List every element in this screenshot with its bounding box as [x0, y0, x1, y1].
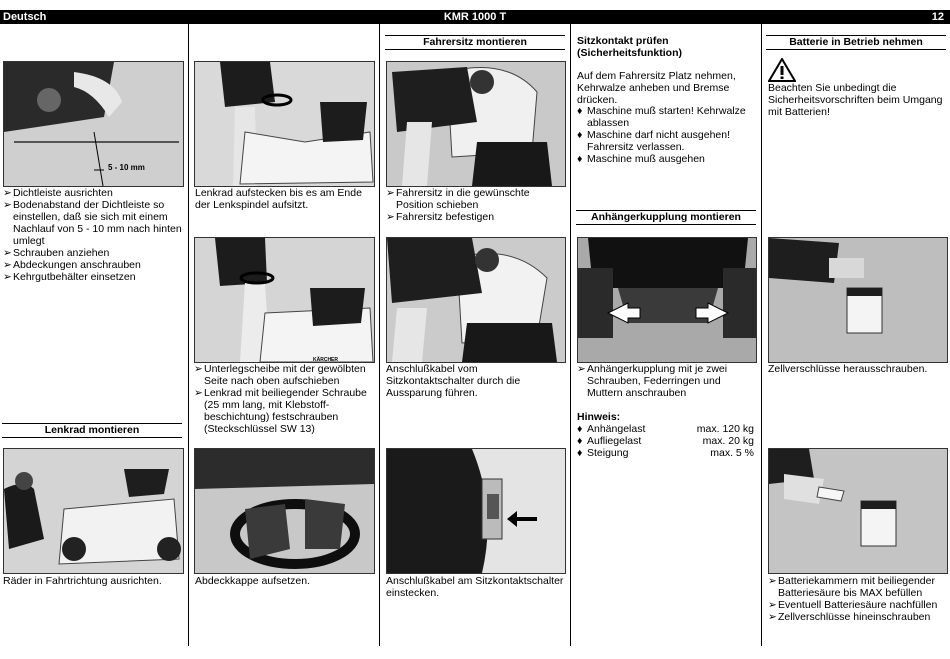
list-item: ➢ Anhängerkupplung mit je zwei Schrauben, Federringen und Muttern anschrauben: [577, 363, 728, 399]
wheel-alignment-photo: [3, 448, 184, 574]
cell-caps-caption: Zellverschlüsse herausschrauben.: [768, 363, 928, 375]
section-title-seat: Fahrersitz montieren: [385, 35, 565, 50]
list-item: ➢ Fahrersitz befestigen: [386, 211, 495, 223]
battery-warning: Beachten Sie unbedingt die Sicherheitsvorschriften beim Umgang mit Batterien!: [768, 82, 943, 118]
list-item: ♦ Maschine muß ausgehen: [577, 153, 705, 165]
seal-instructions: [3, 187, 183, 283]
list-item: ➢ Bodenabstand der Dichtleiste so einstellen, daß sie sich mit einem Nachlauf von 5 - 10 mm nach hinten umlegt: [3, 199, 182, 247]
trailer-hitch-photo: [577, 237, 757, 363]
battery-fill-photo: [768, 448, 948, 574]
list-item: ♦ Maschine muß starten! Kehrwalze ablassen: [577, 105, 746, 129]
spec-row: ♦ Steigung max. 5 %: [577, 447, 754, 459]
spec-row: ♦ Aufliegelast max. 20 kg: [577, 435, 754, 447]
list-item: ➢ Unterlegscheibe mit der gewölbten Seite nach oben aufschieben: [194, 363, 366, 387]
seat-position-photo: [386, 61, 566, 187]
seal-strip-photo: [3, 61, 184, 187]
seat-switch-caption: Anschlußkabel am Sitzkontaktschalter einstecken.: [386, 575, 564, 599]
column-divider: [570, 24, 571, 646]
hitch-instructions: [577, 363, 757, 399]
list-item: ➢ Fahrersitz in die gewünschte Position schieben: [386, 187, 530, 211]
list-item: ➢ Zellverschlüsse hineinschrauben: [768, 611, 931, 623]
section-title-steering: Lenkrad montieren: [2, 423, 182, 438]
list-item: ➢ Kehrgutbehälter einsetzen: [3, 271, 136, 283]
steering-wheel-mount-photo: [194, 61, 375, 187]
seat-contact-title: Sitzkontakt prüfen (Sicherheitsfunktion): [577, 35, 683, 59]
seat-cable-caption: Anschlußkabel vom Sitzkontaktschalter durch die Aussparung führen.: [386, 363, 521, 399]
steering-mount-caption: Lenkrad aufstecken bis es am Ende der Lenkspindel aufsitzt.: [195, 187, 362, 211]
list-item: ➢ Abdeckungen anschrauben: [3, 259, 141, 271]
hitch-specs: [577, 423, 754, 459]
battery-fill-instructions: [768, 575, 948, 623]
seat-contact-intro: Auf dem Fahrersitz Platz nehmen, Kehrwalze anheben und Bremse drücken.: [577, 70, 736, 106]
warning-icon: [768, 58, 796, 82]
cell-caps-photo: [768, 237, 948, 363]
list-item: ➢ Batteriekammern mit beiliegender Batteriesäure bis MAX befüllen: [768, 575, 935, 599]
list-item: ♦ Maschine darf nicht ausgehen! Fahrersitz verlassen.: [577, 129, 731, 153]
page-header: [0, 10, 950, 24]
measurement-label: 5 - 10 mm: [108, 163, 145, 172]
spec-row: ♦ Anhängelast max. 120 kg: [577, 423, 754, 435]
steering-screw-photo: [194, 237, 375, 363]
column-divider: [379, 24, 380, 646]
section-title-battery: Batterie in Betrieb nehmen: [766, 35, 946, 50]
header-language: Deutsch: [3, 11, 47, 23]
wheel-caption: Räder in Fahrtrichtung ausrichten.: [3, 575, 162, 587]
cover-cap-caption: Abdeckkappe aufsetzen.: [195, 575, 310, 587]
list-item: ➢ Lenkrad mit beiliegender Schraube (25 mm lang, mit Klebstoff-beschichtung) festschrauben (Steckschlüssel SW 13): [194, 387, 367, 435]
hint-title: Hinweis:: [577, 411, 621, 423]
seat-contact-checks: [577, 105, 762, 165]
list-item: ➢ Schrauben anziehen: [3, 247, 110, 259]
seat-instructions: [386, 187, 566, 223]
steering-screw-instructions: [194, 363, 376, 435]
section-title-hitch: Anhängerkupplung montieren: [576, 210, 756, 225]
header-model: KMR 1000 T: [443, 11, 507, 23]
column-divider: [188, 24, 189, 646]
list-item: ➢ Eventuell Batteriesäure nachfüllen: [768, 599, 938, 611]
header-page-number: 12: [931, 11, 944, 23]
seat-switch-photo: [386, 448, 566, 574]
seat-cable-photo: [386, 237, 566, 363]
cover-cap-photo: [194, 448, 375, 574]
brand-logo: KÄRCHER: [313, 357, 338, 363]
list-item: ➢ Dichtleiste ausrichten: [3, 187, 113, 199]
